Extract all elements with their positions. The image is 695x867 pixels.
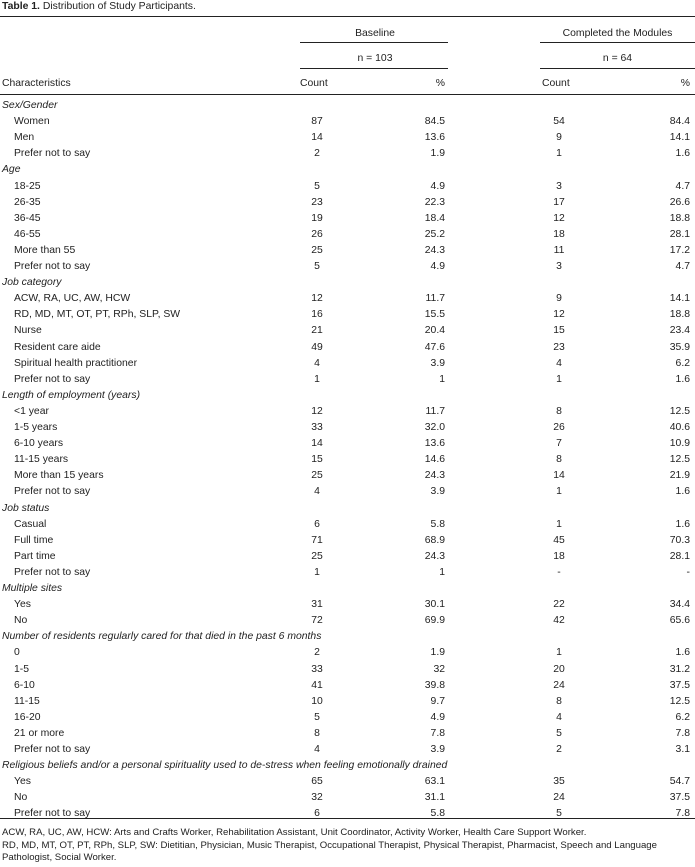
cell-completed-pct: 4.7 — [675, 180, 690, 192]
baseline-rule — [300, 42, 448, 43]
cell-completed-count: 1 — [556, 647, 562, 659]
n-completed-rule — [540, 68, 695, 69]
row-label: 36-45 — [14, 212, 41, 224]
cell-completed-pct: 1.6 — [675, 148, 690, 160]
row-label: Prefer not to say — [14, 744, 91, 755]
cell-baseline-pct: 22.3 — [424, 196, 445, 208]
cell-baseline-count: 19 — [311, 212, 323, 224]
section-title: Age — [2, 164, 21, 176]
cell-completed-pct: 26.6 — [669, 196, 690, 208]
row-label: More than 55 — [14, 244, 76, 256]
cell-baseline-pct: 13.6 — [424, 438, 445, 450]
cell-completed-pct: 65.6 — [669, 615, 690, 627]
cell-baseline-pct: 7.8 — [430, 727, 445, 739]
cell-baseline-pct: 68.9 — [424, 534, 445, 546]
col-header-completed-pct: % — [680, 78, 690, 89]
section-title: Religious beliefs and/or a personal spirituality used to de-stress when feeling emotionally drained — [2, 760, 448, 772]
cell-baseline-count: 21 — [311, 325, 323, 337]
cell-baseline-pct: 13.6 — [424, 132, 445, 144]
cell-completed-pct: 10.9 — [669, 438, 690, 450]
cell-completed-pct: 12.5 — [669, 454, 690, 466]
cell-completed-pct: 23.4 — [669, 325, 690, 337]
cell-completed-pct: 37.5 — [669, 679, 690, 691]
cell-completed-count: 24 — [553, 679, 565, 691]
cell-baseline-pct: 32 — [433, 663, 445, 675]
cell-baseline-pct: 84.5 — [424, 116, 445, 128]
section-title: Multiple sites — [2, 583, 63, 594]
section-title: Number of residents regularly cared for that died in the past 6 months — [2, 631, 322, 643]
row-label: RD, MD, MT, OT, PT, RPh, SLP, SW — [14, 309, 181, 321]
cell-completed-pct: 6.2 — [675, 357, 690, 369]
cell-completed-count: 2 — [556, 744, 562, 755]
cell-baseline-count: 31 — [311, 599, 323, 611]
cell-completed-count: 1 — [556, 148, 562, 160]
cell-completed-pct: 18.8 — [669, 212, 690, 224]
cell-baseline-pct: 11.7 — [425, 405, 445, 417]
cell-completed-pct: 70.3 — [669, 534, 690, 546]
cell-baseline-count: 49 — [311, 341, 323, 353]
row-label: 26-35 — [14, 196, 41, 208]
row-label: Prefer not to say — [14, 566, 91, 578]
n-baseline-rule — [300, 68, 448, 69]
row-label: Prefer not to say — [14, 486, 91, 498]
row-label: Casual — [14, 518, 47, 530]
cell-baseline-pct: 1.9 — [430, 148, 445, 160]
cell-completed-count: 14 — [553, 470, 565, 482]
cell-completed-pct: 6.2 — [675, 711, 690, 723]
cell-completed-pct: 28.1 — [669, 550, 690, 562]
n-baseline: n = 103 — [357, 53, 393, 64]
col-header-completed-count: Count — [542, 78, 570, 89]
row-label: Prefer not to say — [14, 373, 91, 385]
table-title — [2, 0, 196, 13]
cell-baseline-pct: 31.1 — [424, 792, 445, 804]
row-label: Prefer not to say — [14, 808, 91, 820]
row-label: More than 15 years — [14, 470, 104, 482]
cell-baseline-pct: 9.7 — [430, 695, 445, 707]
bottom-rule — [0, 818, 695, 819]
cell-completed-count: 22 — [553, 599, 565, 611]
cell-baseline-pct: 69.9 — [424, 615, 445, 627]
cell-baseline-count: 1 — [314, 373, 320, 385]
cell-completed-count: 45 — [553, 534, 565, 546]
row-label: 16-20 — [14, 711, 41, 723]
cell-completed-pct: 21.9 — [669, 470, 690, 482]
cell-completed-count: 18 — [553, 550, 565, 562]
cell-baseline-count: 10 — [311, 695, 323, 707]
cell-baseline-count: 14 — [311, 132, 323, 144]
cell-baseline-pct: 3.9 — [430, 486, 445, 498]
cell-completed-count: 4 — [556, 357, 562, 369]
cell-baseline-pct: 63.1 — [424, 776, 445, 788]
row-label: ACW, RA, UC, AW, HCW — [14, 293, 131, 305]
row-label: Part time — [14, 550, 56, 562]
cell-baseline-pct: 5.8 — [430, 518, 445, 530]
row-label: Full time — [14, 534, 54, 546]
cell-completed-pct: 1.6 — [675, 373, 690, 385]
row-label: Prefer not to say — [14, 148, 91, 160]
cell-completed-count: 23 — [553, 341, 565, 353]
row-label: Yes — [14, 599, 31, 611]
cell-completed-pct: 4.7 — [675, 261, 690, 272]
footnote-abbrev-2: RD, MD, MT, OT, PT, RPh, SLP, SW: Dietitian, Physician, Music Therapist, Occupational Therapist, Physical Therapist, Pharmacist, Speech and Language Pathologist, Social Worker. — [2, 840, 657, 863]
cell-baseline-count: 72 — [311, 615, 323, 627]
cell-baseline-pct: 30.1 — [424, 599, 445, 611]
cell-baseline-pct: 25.2 — [424, 228, 445, 240]
cell-completed-pct: 17.2 — [669, 244, 690, 256]
cell-baseline-pct: 18.4 — [424, 212, 445, 224]
header-rule — [0, 94, 695, 95]
cell-baseline-count: 6 — [314, 808, 320, 820]
cell-completed-count: 5 — [556, 808, 562, 820]
table-caption: Distribution of Study Participants. — [42, 1, 196, 12]
cell-completed-count: 11 — [553, 244, 565, 256]
cell-baseline-pct: 24.3 — [424, 550, 445, 562]
cell-completed-pct: 7.8 — [675, 727, 690, 739]
cell-completed-count: - — [557, 566, 561, 578]
cell-baseline-count: 5 — [314, 711, 320, 723]
row-label: Nurse — [14, 325, 42, 337]
row-label: Prefer not to say — [14, 261, 91, 272]
cell-baseline-count: 25 — [311, 244, 323, 256]
cell-baseline-count: 4 — [314, 357, 320, 369]
cell-completed-pct: 18.8 — [669, 309, 690, 321]
cell-completed-pct: 28.1 — [669, 228, 690, 240]
cell-baseline-count: 23 — [311, 196, 323, 208]
cell-baseline-pct: 3.9 — [430, 744, 445, 755]
cell-baseline-count: 65 — [311, 776, 323, 788]
characteristics-header: Characteristics — [2, 78, 71, 89]
cell-completed-count: 3 — [556, 180, 562, 192]
cell-completed-count: 12 — [553, 212, 565, 224]
section-title: Job category — [2, 277, 62, 289]
cell-baseline-count: 25 — [311, 470, 323, 482]
cell-completed-count: 35 — [553, 776, 565, 788]
completed-rule — [540, 42, 695, 43]
cell-completed-count: 7 — [556, 438, 562, 450]
cell-completed-pct: 37.5 — [669, 792, 690, 804]
cell-baseline-pct: 4.9 — [430, 180, 445, 192]
cell-baseline-count: 33 — [311, 663, 323, 675]
cell-baseline-pct: 39.8 — [424, 679, 445, 691]
cell-baseline-count: 25 — [311, 550, 323, 562]
cell-completed-count: 1 — [556, 518, 562, 530]
cell-completed-pct: 35.9 — [669, 341, 690, 353]
cell-baseline-count: 14 — [311, 438, 323, 450]
cell-baseline-pct: 3.9 — [430, 357, 445, 369]
row-label: <1 year — [14, 405, 49, 417]
row-label: No — [14, 792, 28, 804]
row-label: Women — [14, 116, 50, 128]
row-label: 18-25 — [14, 180, 41, 192]
cell-baseline-pct: 4.9 — [430, 711, 445, 723]
cell-baseline-pct: 14.6 — [424, 454, 445, 466]
cell-baseline-pct: 20.4 — [424, 325, 445, 337]
cell-baseline-pct: 47.6 — [424, 341, 445, 353]
cell-completed-count: 5 — [556, 727, 562, 739]
cell-completed-pct: 12.5 — [669, 405, 690, 417]
col-header-baseline-pct: % — [435, 78, 445, 89]
cell-baseline-count: 16 — [311, 309, 323, 321]
row-label: Men — [14, 132, 35, 144]
cell-completed-pct: 40.6 — [669, 422, 690, 433]
cell-completed-pct: 54.7 — [669, 776, 690, 788]
cell-completed-count: 8 — [556, 695, 562, 707]
cell-completed-count: 8 — [556, 454, 562, 466]
cell-completed-pct: 1.6 — [675, 486, 690, 498]
section-title: Length of employment (years) — [2, 389, 141, 401]
n-completed: n = 64 — [602, 53, 633, 64]
cell-completed-count: 26 — [553, 422, 565, 433]
cell-baseline-count: 2 — [314, 148, 320, 160]
table-label: Table 1. — [2, 1, 40, 12]
cell-baseline-count: 32 — [311, 792, 323, 804]
cell-completed-count: 4 — [556, 711, 562, 723]
cell-baseline-count: 5 — [314, 180, 320, 192]
cell-completed-count: 9 — [556, 132, 562, 144]
cell-baseline-count: 4 — [314, 486, 320, 498]
cell-baseline-count: 6 — [314, 518, 320, 530]
section-title: Sex/Gender — [2, 100, 58, 111]
cell-baseline-count: 12 — [311, 293, 323, 305]
cell-completed-pct: 1.6 — [675, 518, 690, 530]
row-label: Resident care aide — [14, 341, 101, 353]
row-label: 6-10 — [14, 679, 35, 691]
row-label: 11-15 — [14, 695, 40, 707]
cell-completed-count: 20 — [553, 663, 565, 675]
cell-completed-count: 42 — [553, 615, 565, 627]
cell-completed-pct: 31.2 — [669, 663, 690, 675]
row-label: 21 or more — [14, 727, 65, 739]
cell-completed-pct: - — [686, 566, 690, 578]
cell-baseline-pct: 24.3 — [424, 244, 445, 256]
cell-completed-pct: 14.1 — [669, 293, 690, 305]
footnote-abbrev-1: ACW, RA, UC, AW, HCW: Arts and Crafts Worker, Rehabilitation Assistant, Unit Coordinator, Activity Worker, Health Care Support Worker. — [2, 827, 587, 838]
cell-completed-pct: 7.8 — [675, 808, 690, 820]
cell-baseline-pct: 15.5 — [424, 309, 445, 321]
cell-completed-count: 12 — [553, 309, 565, 321]
cell-baseline-count: 4 — [314, 744, 320, 755]
cell-completed-pct: 12.5 — [669, 695, 690, 707]
cell-completed-pct: 1.6 — [675, 647, 690, 659]
row-label: 1-5 — [14, 663, 30, 675]
group-header-baseline: Baseline — [355, 28, 395, 39]
cell-completed-pct: 34.4 — [669, 599, 690, 611]
cell-completed-count: 8 — [556, 405, 562, 417]
row-label: 6-10 years — [14, 438, 64, 450]
cell-baseline-count: 26 — [311, 228, 323, 240]
cell-completed-pct: 14.1 — [669, 132, 690, 144]
top-rule — [0, 16, 695, 17]
cell-completed-count: 18 — [553, 228, 565, 240]
section-title: Job status — [2, 502, 50, 514]
cell-baseline-count: 1 — [314, 566, 320, 578]
row-label: Spiritual health practitioner — [14, 357, 138, 369]
cell-completed-count: 24 — [553, 792, 565, 804]
cell-completed-count: 3 — [556, 261, 562, 272]
group-header-completed: Completed the Modules — [562, 28, 673, 39]
row-label: 11-15 years — [14, 454, 69, 466]
cell-baseline-pct: 1 — [439, 566, 445, 578]
cell-completed-count: 1 — [556, 486, 562, 498]
row-label: 46-55 — [14, 228, 41, 240]
cell-completed-pct: 3.1 — [675, 744, 690, 755]
cell-completed-count: 17 — [553, 196, 565, 208]
cell-completed-count: 1 — [556, 373, 562, 385]
cell-baseline-pct: 11.7 — [425, 293, 445, 305]
cell-baseline-count: 71 — [311, 534, 323, 546]
cell-baseline-count: 2 — [314, 647, 320, 659]
cell-baseline-pct: 32.0 — [424, 422, 445, 433]
cell-baseline-count: 8 — [314, 727, 320, 739]
row-label: 1-5 years — [14, 422, 58, 433]
cell-baseline-count: 5 — [314, 261, 320, 272]
cell-baseline-pct: 5.8 — [430, 808, 445, 820]
col-header-baseline-count: Count — [300, 78, 328, 89]
cell-baseline-pct: 1 — [439, 373, 445, 385]
row-label: Yes — [14, 776, 31, 788]
cell-baseline-count: 33 — [311, 422, 323, 433]
cell-completed-count: 9 — [556, 293, 562, 305]
cell-completed-count: 15 — [553, 325, 565, 337]
row-label: No — [14, 615, 28, 627]
cell-completed-pct: 84.4 — [669, 116, 690, 128]
cell-baseline-count: 15 — [311, 454, 323, 466]
cell-completed-count: 54 — [553, 116, 565, 128]
cell-baseline-count: 12 — [311, 405, 323, 417]
cell-baseline-pct: 4.9 — [430, 261, 445, 272]
cell-baseline-count: 41 — [311, 679, 323, 691]
cell-baseline-pct: 1.9 — [430, 647, 445, 659]
cell-baseline-count: 87 — [311, 116, 323, 128]
cell-baseline-pct: 24.3 — [424, 470, 445, 482]
row-label: 0 — [14, 647, 20, 659]
